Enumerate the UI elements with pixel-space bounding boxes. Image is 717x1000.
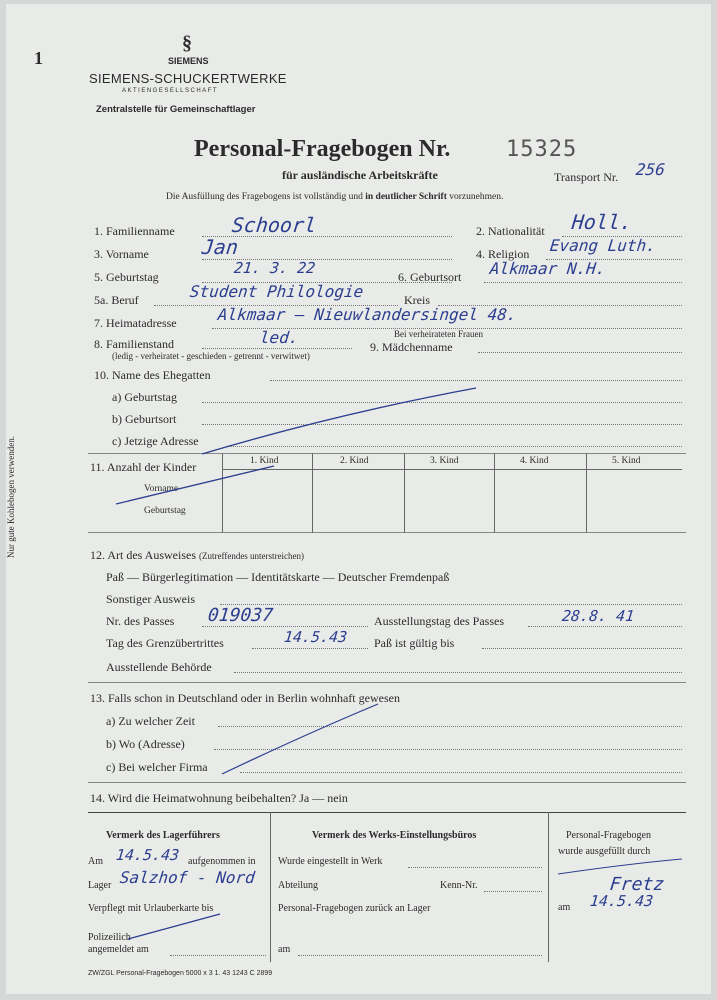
form-number: 15325: [506, 137, 578, 162]
aufgenommen-label: aufgenommen in: [188, 856, 256, 867]
angemeldet-label: angemeldet am: [88, 944, 149, 955]
instruction-post: vorzunehmen.: [449, 192, 504, 202]
id-options: Paß — Bürgerlegitimation — Identitätskarte — Deutscher Fremdenpaß: [106, 570, 450, 584]
am-value: 14.5.43: [115, 846, 181, 864]
geburtsort-value: Alkmaar N.H.: [489, 259, 607, 278]
signature-value: Fretz: [608, 874, 666, 895]
residence-strike-line: [222, 704, 378, 774]
transport-value: 256: [635, 160, 666, 179]
religion-label: 4. Religion: [476, 247, 530, 261]
residence-a: a) Zu welcher Zeit: [106, 714, 195, 728]
vorname-label: 3. Vorname: [94, 247, 149, 261]
abteilung-label: Abteilung: [278, 880, 318, 891]
instruction-bold: in deutlicher Schrift: [365, 192, 447, 202]
beruf-value: Student Philologie: [189, 282, 365, 301]
heimatadresse-value: Alkmaar – Nieuwlandersingel 48.: [217, 305, 518, 324]
residence-b: b) Wo (Adresse): [106, 737, 185, 751]
behoerde-label: Ausstellende Behörde: [106, 660, 212, 674]
spouse-label: 10. Name des Ehegatten: [94, 368, 211, 382]
company-subtitle: AKTIENGESELLSCHAFT: [122, 88, 219, 94]
form-subtitle: für ausländische Arbeitskräfte: [282, 168, 438, 182]
child-col-1: 1. Kind: [250, 456, 279, 466]
zurueck-label: Personal-Fragebogen zurück an Lager: [278, 903, 431, 914]
children-strike-line: [116, 466, 274, 504]
am2-label: am: [278, 944, 291, 955]
id-label-text: 12. Art des Ausweises: [90, 548, 196, 562]
ausstellungstag-label: Ausstellungstag des Passes: [374, 614, 504, 628]
vorname-value: Jan: [200, 235, 240, 259]
lager-label: Lager: [88, 880, 112, 891]
child-col-2: 2. Kind: [340, 456, 369, 466]
verpflegt-label: Verpflegt mit Urlauberkarte bis: [88, 903, 214, 914]
side-note: Nur gute Kohlebogen verwenden.: [5, 436, 16, 558]
pen-strokes: [6, 4, 711, 994]
grenz-value: 14.5.43: [283, 628, 349, 646]
familienstand-value: led.: [259, 328, 300, 347]
police-strike-line: [128, 914, 220, 939]
geburtstag-value: 21. 3. 22: [233, 259, 317, 277]
children-label: 11. Anzahl der Kinder: [90, 460, 197, 474]
kreis-label: Kreis: [404, 293, 430, 307]
lager-value: Salzhof - Nord: [119, 868, 256, 887]
child-col-5: 5. Kind: [612, 456, 641, 466]
id-hint: (Zutreffendes unterstreichen): [199, 551, 305, 561]
ausstellungstag-value: 28.8. 41: [561, 607, 636, 625]
form-paper: [6, 4, 711, 994]
grenz-label: Tag des Grenzübertrittes: [106, 636, 224, 650]
col3-title: Personal-Fragebogen: [566, 830, 651, 841]
kenn-label: Kenn-Nr.: [440, 880, 478, 891]
spouse-address-label: c) Jetzige Adresse: [112, 434, 199, 448]
instruction-pre: Die Ausfüllung des Fragebogens ist vollständig und: [166, 192, 363, 202]
geburtstag-label: 5. Geburtstag: [94, 270, 159, 284]
polizeilich-label: Polizeilich: [88, 932, 131, 943]
brand-name: SIEMENS: [168, 56, 209, 66]
familienstand-label: 8. Familienstand: [94, 337, 174, 351]
spouse-strike-line: [202, 388, 476, 454]
col2-title: Vermerk des Werks-Einstellungsbüros: [312, 830, 477, 841]
familienstand-hint: (ledig - verheiratet - geschieden - getrennt - verwitwet): [112, 351, 310, 361]
spouse-birthday-label: a) Geburtstag: [112, 390, 177, 404]
religion-value: Evang Luth.: [549, 236, 657, 255]
child-col-4: 4. Kind: [520, 456, 549, 466]
sonstiger-label: Sonstiger Ausweis: [106, 592, 196, 606]
question-14: 14. Wird die Heimatwohnung beibehalten? Ja — nein: [90, 791, 348, 805]
familienname-value: Schoorl: [230, 213, 318, 237]
familienname-label: 1. Familienname: [94, 224, 175, 238]
child-row-vorname: Vorname: [144, 484, 179, 494]
frauen-hint: Bei verheirateten Frauen: [394, 329, 483, 339]
child-row-geburtstag: Geburtstag: [144, 506, 186, 516]
siemens-logo-icon: §: [182, 32, 192, 54]
signature-flourish: [558, 859, 682, 874]
am3-label: am: [558, 902, 571, 913]
beruf-label: 5a. Beruf: [94, 293, 139, 307]
geburtsort-label: 6. Geburtsort: [398, 270, 462, 284]
department-name: Zentralstelle für Gemeinschaftlager: [96, 104, 256, 115]
form-title: Personal-Fragebogen Nr.: [194, 136, 451, 162]
pass-nr-value: 019037: [206, 605, 275, 626]
page-number: 1: [34, 48, 43, 68]
child-col-3: 3. Kind: [430, 456, 459, 466]
pass-nr-label: Nr. des Passes: [106, 614, 175, 628]
company-name: SIEMENS-SCHUCKERTWERKE: [89, 71, 287, 86]
nationalitaet-label: 2. Nationalität: [476, 224, 545, 238]
maedchenname-label: 9. Mädchenname: [370, 340, 453, 354]
residence-c: c) Bei welcher Firma: [106, 760, 208, 774]
am3-value: 14.5.43: [589, 892, 655, 910]
col1-title: Vermerk des Lagerführers: [106, 830, 220, 841]
nationalitaet-value: Holl.: [570, 210, 634, 234]
heimatadresse-label: 7. Heimatadresse: [94, 316, 177, 330]
gueltig-label: Paß ist gültig bis: [374, 636, 455, 650]
residence-label: 13. Falls schon in Deutschland oder in Berlin wohnhaft gewesen: [90, 691, 400, 705]
am-label: Am: [88, 856, 103, 867]
spouse-birthplace-label: b) Geburtsort: [112, 412, 177, 426]
ausgefuellt-label: wurde ausgefüllt durch: [558, 846, 651, 857]
eingestellt-label: Wurde eingestellt in Werk: [278, 856, 383, 867]
transport-label: Transport Nr.: [554, 170, 619, 184]
footer-text: ZW/ZGL Personal-Fragebogen 5000 x 3 1. 43 1243 C 2899: [88, 970, 273, 977]
